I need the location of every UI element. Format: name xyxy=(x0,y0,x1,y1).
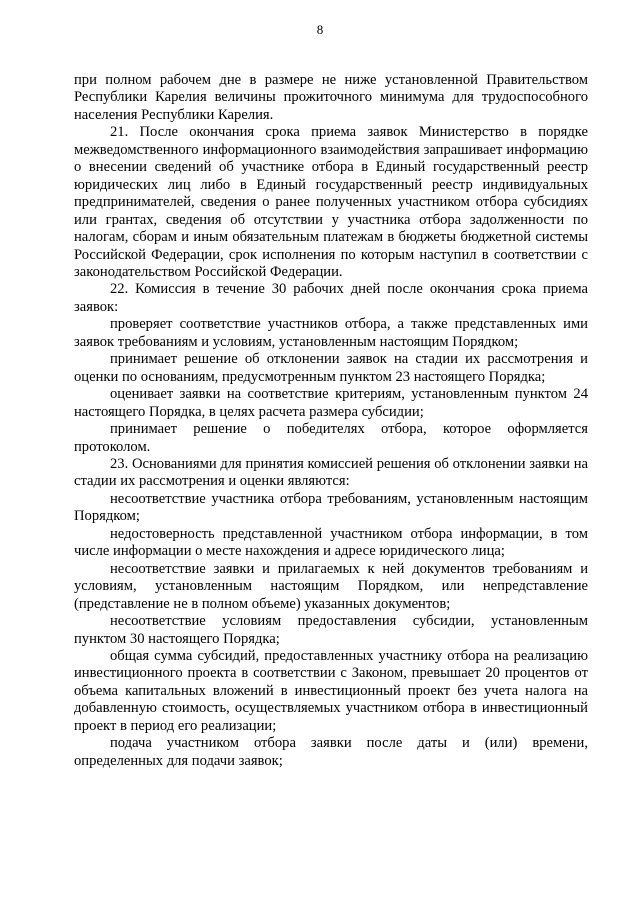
paragraph-item-21: 21. После окончания срока приема заявок Министерство в порядке межведомственного информационного взаимодействия запрашивает информацию о внесении сведений об участнике отбора в Единый государственный реестр юридических лиц либо в Единый государственный реестр индивидуальных предпринимателей, сведения о ранее полученных участником отбора субсидиях или грантах, сведения об отсутствии у участника отбора задолженности по налогам, сборам и иным обязательным платежам в бюджеты бюджетной системы Российской Федерации, срок исполнения по которым наступил в соответствии с законодательством Российской Федерации. xyxy=(74,124,588,280)
subparagraph: подача участником отбора заявки после даты и (или) времени, определенных для подачи заявок; xyxy=(74,735,588,769)
subparagraph: принимает решение об отклонении заявок на стадии их рассмотрения и оценки по основаниям, предусмотренным пунктом 23 настоящего Порядка; xyxy=(74,351,588,385)
subparagraph: проверяет соответствие участников отбора, а также представленных ими заявок требованиям и условиям, установленным настоящим Порядком; xyxy=(74,316,588,350)
page-number: 8 xyxy=(316,22,324,37)
subparagraph: общая сумма субсидий, предоставленных участнику отбора на реализацию инвестиционного проекта в соответствии с Законом, превышает 20 процентов от объема капитальных вложений в инвестиционный проект без учета налога на добавленную стоимость, осуществляемых участником отбора в инвестиционный проект в период его реализации; xyxy=(74,647,588,734)
subparagraph: недостоверность представленной участником отбора информации, в том числе информации о месте нахождения и адресе юридического лица; xyxy=(74,525,588,560)
subparagraph: несоответствие заявки и прилагаемых к ней документов требованиям и условиям, установленным настоящим Порядком, или непредставление (представление не в полном объеме) указанных документов; xyxy=(74,560,588,612)
subparagraph: оценивает заявки на соответствие критериям, установленным пунктом 24 настоящего Порядка, в целях расчета размера субсидии; xyxy=(74,386,588,420)
paragraph-item-23: 23. Основаниями для принятия комиссией решения об отклонении заявки на стадии их рассмотрения и оценки являются: xyxy=(74,455,588,490)
paragraph-item-22: 22. Комиссия в течение 30 рабочих дней после окончания срока приема заявок: xyxy=(74,281,588,315)
paragraph-continuation: при полном рабочем дне в размере не ниже установленной Правительством Республики Карелия величины прожиточного минимума для трудоспособного населения Республики Карелия. xyxy=(74,72,588,123)
subparagraph: несоответствие участника отбора требованиям, установленным настоящим Порядком; xyxy=(74,490,588,525)
document-body xyxy=(74,72,588,770)
subparagraph: несоответствие условиям предоставления субсидии, установленным пунктом 30 настоящего Порядка; xyxy=(74,613,588,647)
subparagraph: принимает решение о победителях отбора, которое оформляется протоколом. xyxy=(74,421,588,455)
